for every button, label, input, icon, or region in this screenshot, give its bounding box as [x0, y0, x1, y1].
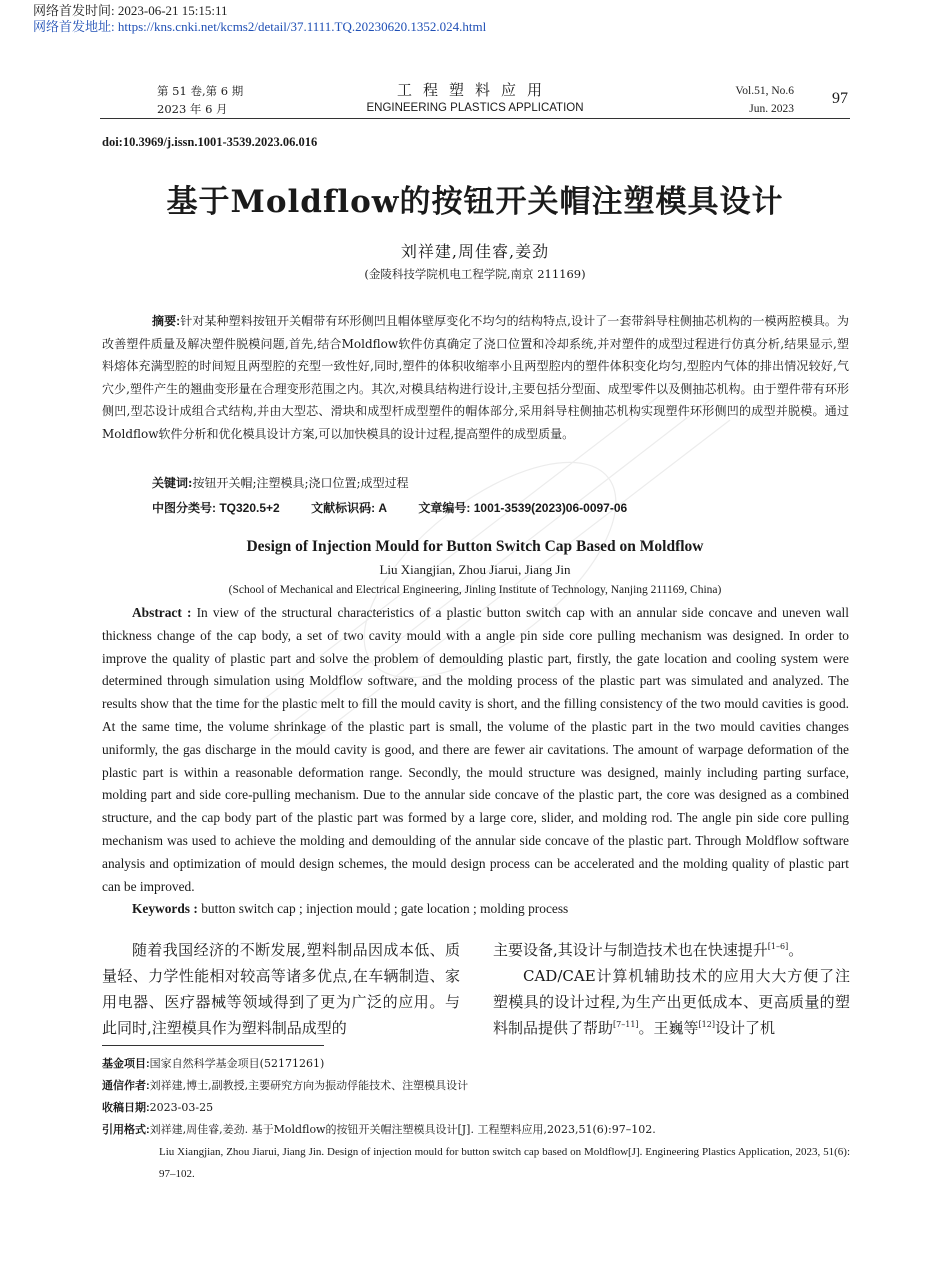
abstract-cn: [102, 310, 849, 445]
abstract-cn-text: 针对某种塑料按钮开关帽带有环形侧凹且帽体壁厚变化不均匀的结构特点,设计了一套带斜导柱侧抽芯机构的一模两腔模具。为改善塑件质量及解决塑件脱模问题,首先,结合Moldflow软件仿真确定了浇口位置和冷却系统,并对塑件的成型过程进行仿真分析,结果显示,塑料熔体充满型腔的时间短且两型腔的充型一致性好,同时,塑件的体积收缩率小且两型腔内的塑件体积变化均匀,型腔内气体的排出情况较好,气穴少,塑件产生的翘曲变形量在合理变形范围之内。其次,对模具结构进行设计,主要包括分型面、成型零件以及侧抽芯机构。由于塑件带有环形侧凹,型芯设计成组合式结构,并由大型芯、滑块和成型杆成型塑件的帽体部分,采用斜导柱侧抽芯机构实现塑件环形侧凹的成型并脱模。通过Moldflow软件分析和优化模具设计方案,可以加快模具的设计过程,提高塑件的成型质量。: [102, 314, 850, 441]
article-number: 文章编号: 1001-3539(2023)06-0097-06: [418, 501, 628, 515]
keywords-cn: [152, 474, 409, 491]
body-paragraph: [493, 937, 850, 963]
citation-ref[interactable]: [7–11]: [613, 1020, 639, 1029]
document-code: 文献标识码: A: [311, 501, 388, 515]
cite-label: 引用格式:: [102, 1124, 150, 1136]
body-right-column: [493, 937, 850, 1041]
footnote-received: [102, 1097, 850, 1119]
citation-ref[interactable]: [12]: [698, 1020, 715, 1029]
doi: doi:10.3969/j.issn.1001-3539.2023.06.016: [102, 135, 318, 149]
first-pub-time-row: [33, 3, 486, 19]
fund-label: 基金项目:: [102, 1058, 150, 1070]
body-text: 。王巍等: [638, 1019, 699, 1037]
body-text: CAD/CAE计算机辅助技术的应用大大方便了注塑模具的设计过程,为生产出更低成本、更高质量的塑料制品提供了帮助: [493, 967, 850, 1037]
authors-cn: 刘祥建,周佳睿,姜劲: [400, 242, 550, 261]
fund-text: 国家自然科学基金项目(52171261): [149, 1057, 325, 1070]
footnote-citation: [102, 1119, 850, 1141]
abstract-en-label: Abstract :: [132, 605, 192, 620]
paper-title-cn: 基于Moldflow的按钮开关帽注塑模具设计: [166, 184, 784, 220]
body-left-column: 随着我国经济的不断发展,塑料制品因成本低、质量轻、力学性能相对较高等诸多优点,在车辆制造、家用电器、医疗器械等领域得到了更为广泛的应用。与此同时,注塑模具作为塑料制品成型的: [102, 941, 460, 1037]
first-pub-url-row: [33, 19, 486, 35]
cite-text-en: Liu Xiangjian, Zhou Jiarui, Jiang Jin. Design of injection mould for button switch cap based on Moldflow[J]. Engineering Plastics Application, 2023, 51(6): 97–102.: [159, 1146, 850, 1180]
abstract-cn-label: 摘要:: [152, 314, 181, 328]
date-cn: 2023 年 6 月: [157, 102, 228, 116]
first-pub-url-label: 网络首发地址:: [33, 19, 115, 34]
footnote-divider: [102, 1045, 324, 1046]
volume-cn: 第 51 卷,第 6 期: [157, 84, 244, 98]
keywords-cn-label: 关键词:: [152, 476, 193, 490]
classification-row: [152, 499, 655, 516]
authors-en: Liu Xiangjian, Zhou Jiarui, Jiang Jin: [379, 562, 571, 577]
header-divider: [100, 118, 850, 119]
received-label: 收稿日期:: [102, 1102, 150, 1114]
first-pub-time-label: 网络首发时间:: [33, 3, 115, 18]
footnote-fund: [102, 1053, 850, 1075]
cite-text-cn: 刘祥建,周佳睿,姜劲. 基于Moldflow的按钮开关帽注塑模具设计[J]. 工程塑料应用,2023,51(6):97–102.: [149, 1123, 656, 1136]
keywords-en-label: Keywords :: [132, 901, 198, 916]
journal-title-en: ENGINEERING PLASTICS APPLICATION: [366, 102, 584, 114]
keywords-cn-text: 按钮开关帽;注塑模具;浇口位置;成型过程: [192, 476, 409, 490]
header-left: [157, 82, 243, 118]
header-journal: [300, 80, 650, 117]
abstract-en: [102, 602, 849, 898]
footnotes: [102, 1053, 850, 1185]
journal-title-cn: 工程塑料应用: [396, 81, 553, 99]
author-text: 刘祥建,博士,副教授,主要研究方向为振动俘能技术、注塑模具设计: [149, 1079, 469, 1092]
header-right: [735, 82, 794, 118]
paper-title-en: Design of Injection Mould for Button Switch Cap Based on Moldflow: [246, 538, 704, 555]
keywords-en: [132, 901, 568, 917]
clc-number: 中图分类号: TQ320.5+2: [152, 501, 280, 515]
online-publication-info: [33, 3, 486, 35]
page-number: 97: [832, 90, 848, 107]
first-pub-time: 2023-06-21 15:15:11: [117, 3, 228, 18]
abstract-en-text: In view of the structural characteristics of a plastic button switch cap with an annular side concave and uneven wall thickness change of the cap body, a set of two cavity mould with a angle pin side core pulling mechanism was designed. In order to improve the quality of plastic part and solve the problem of demoulding plastic part, firstly, the gate location and cooling system were determined through simulation using Moldflow software, and the molding process of the plastic part was simulated and analyzed. The results show that the time for the plastic melt to fill the mould cavity is short, and the filling consistency of the two mould cavities is good. At the same time, the volume shrinkage of the plastic part is small, the volume of the plastic part in the two mould cavities changes uniformly, the gas discharge in the mould cavity is good, and there are fewer air cavitations. The amount of warpage deformation of the plastic part is within a reasonable deformation range. Secondly, the mould structure was designed, mainly including parting surface, molding part and side core-pulling mechanism. Due to the annular side concave of the plastic part, the core was designed as a combined structure, and the cap body part of the plastic part was formed by a large core, slider, and molding rod. The angle pin side core pulling mechanism was used to achieve the molding and demoulding of the annular side concave of the plastic part. Through Moldflow software analysis and optimization of mould design schemes, the mould design process can be accelerated and the molding quality of plastic part can be improved.: [102, 605, 849, 894]
affiliation-cn: (金陵科技学院机电工程学院,南京 211169): [364, 267, 586, 281]
keywords-en-text: button switch cap ; injection mould ; gate location ; molding process: [201, 901, 569, 916]
first-pub-url-link[interactable]: https://kns.cnki.net/kcms2/detail/37.1111.TQ.20230620.1352.024.html: [117, 19, 487, 34]
author-label: 通信作者:: [102, 1080, 150, 1092]
body-text: 设计了机: [714, 1019, 775, 1037]
citation-ref[interactable]: [1–6]: [767, 942, 789, 951]
date-en: Jun. 2023: [749, 103, 794, 115]
footnote-author: [102, 1075, 850, 1097]
body-paragraph: [493, 963, 850, 1041]
volume-en: Vol.51, No.6: [735, 85, 794, 97]
received-text: 2023-03-25: [149, 1101, 214, 1114]
body-text: 主要设备,其设计与制造技术也在快速提升: [493, 941, 768, 959]
body-text: 。: [788, 941, 804, 959]
affiliation-en: (School of Mechanical and Electrical Engineering, Jinling Institute of Technology, Nanjing 211169, China): [228, 584, 722, 596]
